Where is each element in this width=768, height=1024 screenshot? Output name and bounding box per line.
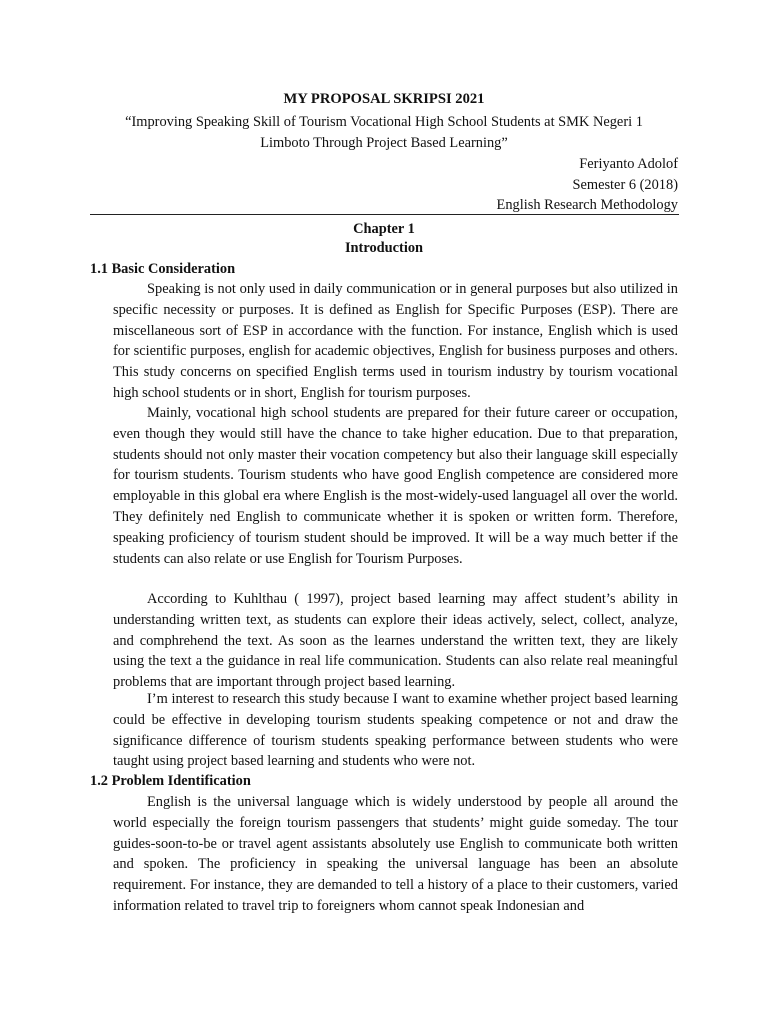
course-name: English Research Methodology — [496, 197, 678, 213]
document-subtitle-line-2: Limboto Through Project Based Learning” — [260, 135, 508, 151]
document-title: MY PROPOSAL SKRIPSI 2021 — [283, 91, 485, 107]
paragraph: I’m interest to research this study because I want to examine whether project based learning could be effective in developing tourism students speaking competence or not and draw the significance difference of tourism students speaking performance between students who were taught using project based learning and students who were not. — [113, 691, 678, 770]
paragraph: According to Kuhlthau ( 1997), project based learning may affect student’s ability in understanding written text, as students can explore their ideas actively, select, collect, analyze, and comphrehend the text. As soon as the learnes understand the written text, they are likely using the text a the guidance in real life communication. Students can also relate real meaningful problems that are important through project based learning. — [113, 591, 678, 691]
header-divider — [90, 214, 679, 215]
semester-label: Semester 6 (2018) — [572, 177, 678, 193]
section-heading-problem-identification: 1.2 Problem Identification — [90, 773, 251, 789]
paragraph: English is the universal language which is widely understood by people all around the world especially the foreign tourism passengers that students’ might guide someday. The tour guides-soon-to-be or travel agent assistants absolutely use English to communicate both written and spoken. The proficiency in speaking the universal language has been an absolute requirement. For instance, they are demanded to tell a history of a place to their customers, varied information related to travel trip to foreigners whom cannot speak Indonesian and — [113, 794, 678, 914]
chapter-number: Chapter 1 — [353, 221, 415, 237]
paragraph: Mainly, vocational high school students are prepared for their future career or occupation, even though they would still have the chance to take higher education. Due to that preparation, students should not only master their vocation competency but also their language skill especially for tourism students. Tourism students who have good English competence are considered more employable in this global era where English is the most-widely-used languagel all over the world. They definitely ned English to communicate whether it is spoken or written form. Therefore, speaking proficiency of tourism student should be improved. It will be a way much better if the students can also relate or use English for Tourism Purposes. — [113, 405, 678, 567]
section-heading-basic-consideration: 1.1 Basic Consideration — [90, 261, 236, 277]
chapter-title: Introduction — [344, 240, 424, 256]
document-subtitle-line-1: “Improving Speaking Skill of Tourism Vocational High School Students at SMK Negeri 1 — [125, 114, 643, 130]
paragraph: Speaking is not only used in daily communication or in general purposes but also utilized in specific necessity or purposes. It is defined as English for Specific Purposes (ESP). There are miscellaneous sort of ESP in accordance with the function. For instance, English which is used for scientific purposes, english for academic objectives, English for business purposes and others. This study concerns on specified English terms used in tourism industry by tourism vocational high school students or in short, English for tourism purposes. — [113, 281, 678, 401]
author-name: Feriyanto Adolof — [579, 156, 678, 172]
